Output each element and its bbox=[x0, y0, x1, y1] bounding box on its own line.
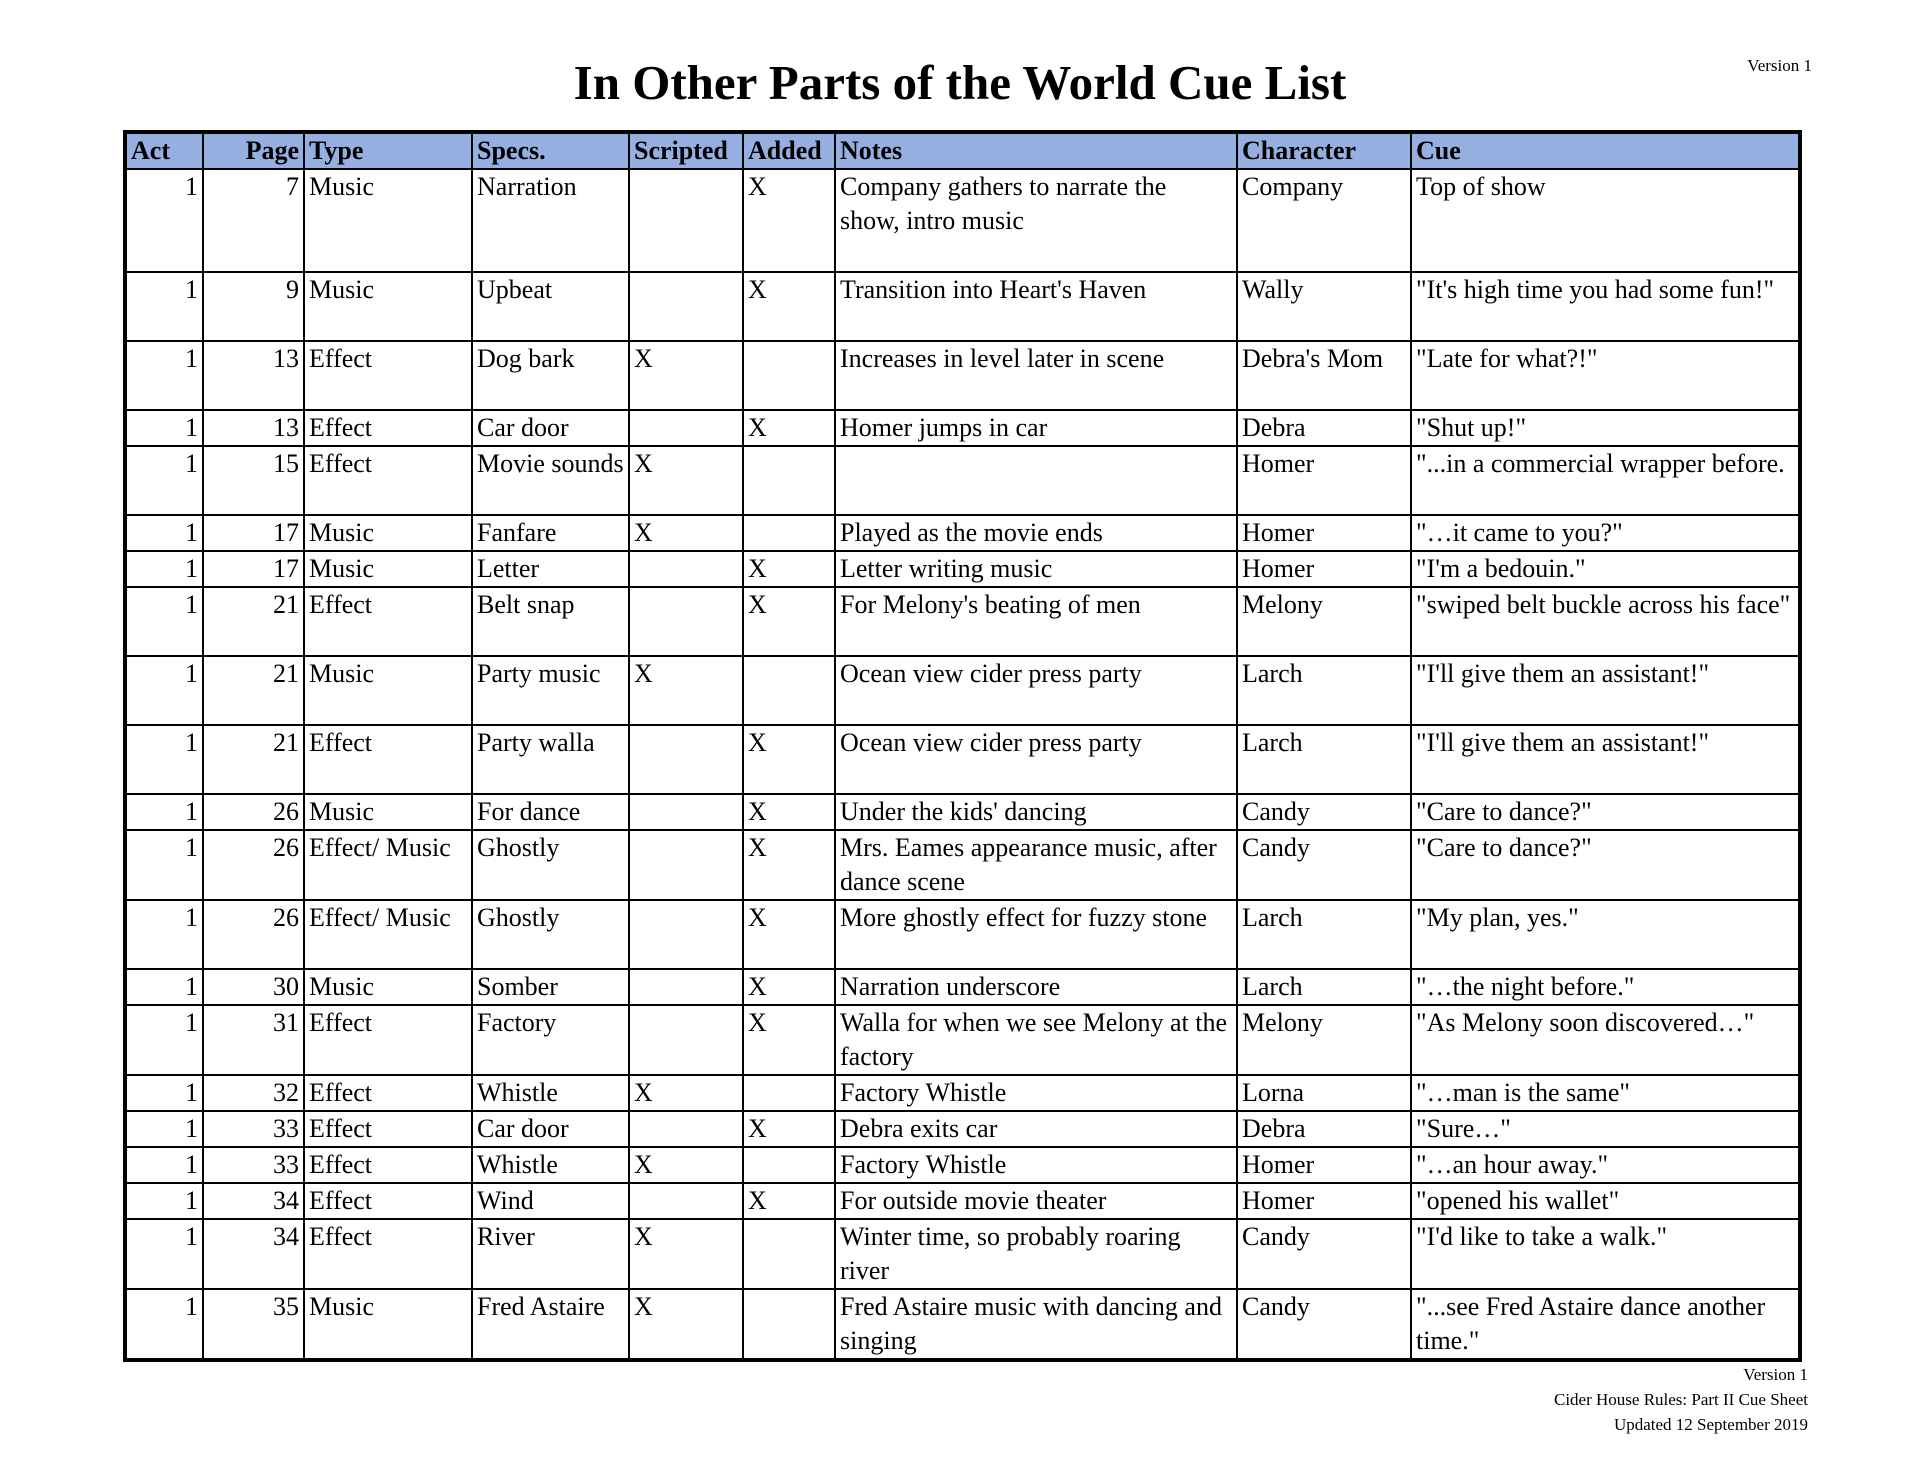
table-row bbox=[125, 794, 1800, 830]
cell-cue: "…an hour away." bbox=[1411, 1147, 1800, 1183]
cell-scripted bbox=[629, 1005, 743, 1075]
cell-specs: Wind bbox=[472, 1183, 629, 1219]
cell-scripted bbox=[629, 725, 743, 794]
cell-specs: Belt snap bbox=[472, 587, 629, 656]
cell-page: 21 bbox=[203, 587, 304, 656]
cell-scripted bbox=[629, 410, 743, 446]
cell-notes: Factory Whistle bbox=[835, 1075, 1237, 1111]
footer-updated-date: Updated 12 September 2019 bbox=[1613, 1415, 1808, 1434]
cell-cue: "…the night before." bbox=[1411, 969, 1800, 1005]
table-row bbox=[125, 1219, 1800, 1289]
footer-sheet-title: Cider House Rules: Part II Cue Sheet bbox=[1553, 1390, 1808, 1409]
cell-cue: "…it came to you?" bbox=[1411, 515, 1800, 551]
cell-added: X bbox=[743, 1111, 835, 1147]
cell-notes: Increases in level later in scene bbox=[835, 341, 1237, 410]
cell-page: 26 bbox=[203, 830, 304, 900]
cell-page: 21 bbox=[203, 656, 304, 725]
cell-page: 35 bbox=[203, 1289, 304, 1360]
cell-page: 31 bbox=[203, 1005, 304, 1075]
cell-scripted bbox=[629, 830, 743, 900]
table-row bbox=[125, 1005, 1800, 1075]
cell-scripted: X bbox=[629, 1147, 743, 1183]
cell-type: Music bbox=[304, 169, 472, 272]
cell-added bbox=[743, 656, 835, 725]
cell-added bbox=[743, 1147, 835, 1183]
cell-cue: "Care to dance?" bbox=[1411, 794, 1800, 830]
cell-type: Music bbox=[304, 656, 472, 725]
cell-cue: "Shut up!" bbox=[1411, 410, 1800, 446]
cell-notes: Mrs. Eames appearance music, after dance scene bbox=[835, 830, 1237, 900]
table-row bbox=[125, 272, 1800, 341]
cell-scripted bbox=[629, 969, 743, 1005]
cell-character: Homer bbox=[1237, 446, 1411, 515]
footer bbox=[1554, 1362, 1808, 1437]
cell-cue: Top of show bbox=[1411, 169, 1800, 272]
cell-scripted: X bbox=[629, 515, 743, 551]
cell-page: 17 bbox=[203, 551, 304, 587]
col-header-added: Added bbox=[743, 132, 835, 169]
table-row bbox=[125, 587, 1800, 656]
cell-character: Debra bbox=[1237, 1111, 1411, 1147]
cell-character: Lorna bbox=[1237, 1075, 1411, 1111]
table-row bbox=[125, 1075, 1800, 1111]
table-row bbox=[125, 1183, 1800, 1219]
cell-page: 13 bbox=[203, 410, 304, 446]
cell-page: 30 bbox=[203, 969, 304, 1005]
cell-page: 34 bbox=[203, 1219, 304, 1289]
cell-added: X bbox=[743, 969, 835, 1005]
cell-character: Candy bbox=[1237, 1289, 1411, 1360]
cell-act: 1 bbox=[125, 587, 203, 656]
cell-act: 1 bbox=[125, 1111, 203, 1147]
cell-character: Candy bbox=[1237, 794, 1411, 830]
cell-specs: For dance bbox=[472, 794, 629, 830]
cell-added bbox=[743, 1219, 835, 1289]
cell-added: X bbox=[743, 1005, 835, 1075]
cell-scripted bbox=[629, 1183, 743, 1219]
cell-cue: "...see Fred Astaire dance another time." bbox=[1411, 1289, 1800, 1360]
cell-act: 1 bbox=[125, 830, 203, 900]
cell-added: X bbox=[743, 169, 835, 272]
cell-notes: Ocean view cider press party bbox=[835, 725, 1237, 794]
table-row bbox=[125, 830, 1800, 900]
cell-page: 17 bbox=[203, 515, 304, 551]
cell-specs: Party music bbox=[472, 656, 629, 725]
cell-added bbox=[743, 1075, 835, 1111]
cell-act: 1 bbox=[125, 656, 203, 725]
table-row bbox=[125, 551, 1800, 587]
cell-notes: Letter writing music bbox=[835, 551, 1237, 587]
cell-type: Effect bbox=[304, 410, 472, 446]
table-row bbox=[125, 656, 1800, 725]
cell-cue: "Sure…" bbox=[1411, 1111, 1800, 1147]
cell-character: Company bbox=[1237, 169, 1411, 272]
cell-page: 9 bbox=[203, 272, 304, 341]
cell-cue: "As Melony soon discovered…" bbox=[1411, 1005, 1800, 1075]
cell-notes: More ghostly effect for fuzzy stone bbox=[835, 900, 1237, 969]
col-header-notes: Notes bbox=[835, 132, 1237, 169]
cell-cue: "opened his wallet" bbox=[1411, 1183, 1800, 1219]
cell-specs: Fanfare bbox=[472, 515, 629, 551]
cell-character: Melony bbox=[1237, 587, 1411, 656]
cell-character: Homer bbox=[1237, 515, 1411, 551]
cell-specs: River bbox=[472, 1219, 629, 1289]
cell-scripted bbox=[629, 1111, 743, 1147]
cell-added bbox=[743, 1289, 835, 1360]
cell-scripted bbox=[629, 169, 743, 272]
cell-type: Effect bbox=[304, 1111, 472, 1147]
table-row bbox=[125, 969, 1800, 1005]
cell-specs: Letter bbox=[472, 551, 629, 587]
cell-act: 1 bbox=[125, 725, 203, 794]
cell-added: X bbox=[743, 410, 835, 446]
cell-specs: Whistle bbox=[472, 1147, 629, 1183]
cell-type: Effect/ Music bbox=[304, 830, 472, 900]
cell-scripted: X bbox=[629, 1289, 743, 1360]
cell-cue: "Late for what?!" bbox=[1411, 341, 1800, 410]
cell-character: Melony bbox=[1237, 1005, 1411, 1075]
table-row bbox=[125, 515, 1800, 551]
cell-notes: Ocean view cider press party bbox=[835, 656, 1237, 725]
cell-notes: Homer jumps in car bbox=[835, 410, 1237, 446]
cell-type: Effect bbox=[304, 587, 472, 656]
cell-notes: Under the kids' dancing bbox=[835, 794, 1237, 830]
cell-scripted bbox=[629, 272, 743, 341]
cell-type: Effect bbox=[304, 1219, 472, 1289]
cell-page: 26 bbox=[203, 794, 304, 830]
col-header-specs: Specs. bbox=[472, 132, 629, 169]
cell-act: 1 bbox=[125, 272, 203, 341]
page-title: In Other Parts of the World Cue List bbox=[573, 55, 1347, 110]
cell-act: 1 bbox=[125, 969, 203, 1005]
cell-notes: Debra exits car bbox=[835, 1111, 1237, 1147]
cell-added: X bbox=[743, 725, 835, 794]
cell-notes: Played as the movie ends bbox=[835, 515, 1237, 551]
table-row bbox=[125, 725, 1800, 794]
cell-cue: "I'll give them an assistant!" bbox=[1411, 656, 1800, 725]
cell-scripted bbox=[629, 551, 743, 587]
cell-notes: For outside movie theater bbox=[835, 1183, 1237, 1219]
cell-page: 32 bbox=[203, 1075, 304, 1111]
cell-specs: Ghostly bbox=[472, 830, 629, 900]
cell-notes bbox=[835, 446, 1237, 515]
cell-specs: Somber bbox=[472, 969, 629, 1005]
cell-act: 1 bbox=[125, 1219, 203, 1289]
col-header-act: Act bbox=[125, 132, 203, 169]
cell-notes: Winter time, so probably roaring river bbox=[835, 1219, 1237, 1289]
cell-added: X bbox=[743, 551, 835, 587]
cell-cue: "...in a commercial wrapper before. bbox=[1411, 446, 1800, 515]
cell-notes: Transition into Heart's Haven bbox=[835, 272, 1237, 341]
cell-specs: Party walla bbox=[472, 725, 629, 794]
cell-scripted: X bbox=[629, 656, 743, 725]
cell-page: 33 bbox=[203, 1111, 304, 1147]
cell-act: 1 bbox=[125, 410, 203, 446]
cell-added bbox=[743, 341, 835, 410]
cell-cue: "swiped belt buckle across his face" bbox=[1411, 587, 1800, 656]
cell-notes: Narration underscore bbox=[835, 969, 1237, 1005]
cell-notes: Walla for when we see Melony at the factory bbox=[835, 1005, 1237, 1075]
cell-type: Effect bbox=[304, 1183, 472, 1219]
col-header-page: Page bbox=[203, 132, 304, 169]
col-header-cue: Cue bbox=[1411, 132, 1800, 169]
cell-scripted: X bbox=[629, 1075, 743, 1111]
cell-notes: Fred Astaire music with dancing and singing bbox=[835, 1289, 1237, 1360]
cell-cue: "I'd like to take a walk." bbox=[1411, 1219, 1800, 1289]
cell-specs: Narration bbox=[472, 169, 629, 272]
cell-type: Music bbox=[304, 551, 472, 587]
cell-specs: Dog bark bbox=[472, 341, 629, 410]
cell-character: Candy bbox=[1237, 830, 1411, 900]
cell-scripted bbox=[629, 587, 743, 656]
cell-notes: Factory Whistle bbox=[835, 1147, 1237, 1183]
cell-cue: "I'm a bedouin." bbox=[1411, 551, 1800, 587]
cell-added: X bbox=[743, 830, 835, 900]
cell-act: 1 bbox=[125, 1005, 203, 1075]
cell-act: 1 bbox=[125, 551, 203, 587]
cell-specs: Factory bbox=[472, 1005, 629, 1075]
version-label-top: Version 1 bbox=[1747, 56, 1812, 75]
cell-specs: Ghostly bbox=[472, 900, 629, 969]
cell-added: X bbox=[743, 900, 835, 969]
cell-character: Debra bbox=[1237, 410, 1411, 446]
cell-act: 1 bbox=[125, 1289, 203, 1360]
cell-added: X bbox=[743, 1183, 835, 1219]
cell-type: Music bbox=[304, 969, 472, 1005]
table-row bbox=[125, 341, 1800, 410]
cell-added: X bbox=[743, 272, 835, 341]
cell-scripted bbox=[629, 900, 743, 969]
cell-added: X bbox=[743, 794, 835, 830]
cell-specs: Movie sounds bbox=[472, 446, 629, 515]
cell-type: Effect bbox=[304, 1147, 472, 1183]
cell-type: Effect bbox=[304, 725, 472, 794]
cell-notes: For Melony's beating of men bbox=[835, 587, 1237, 656]
cell-character: Debra's Mom bbox=[1237, 341, 1411, 410]
cell-scripted: X bbox=[629, 1219, 743, 1289]
table-row bbox=[125, 1289, 1800, 1360]
table-row bbox=[125, 1147, 1800, 1183]
cell-scripted: X bbox=[629, 341, 743, 410]
cell-specs: Whistle bbox=[472, 1075, 629, 1111]
cell-cue: "I'll give them an assistant!" bbox=[1411, 725, 1800, 794]
cell-character: Homer bbox=[1237, 551, 1411, 587]
cell-character: Larch bbox=[1237, 656, 1411, 725]
cell-character: Larch bbox=[1237, 900, 1411, 969]
cell-act: 1 bbox=[125, 794, 203, 830]
cell-type: Effect bbox=[304, 1005, 472, 1075]
cell-type: Effect bbox=[304, 446, 472, 515]
cell-character: Larch bbox=[1237, 969, 1411, 1005]
cell-page: 33 bbox=[203, 1147, 304, 1183]
cell-type: Effect bbox=[304, 1075, 472, 1111]
cell-act: 1 bbox=[125, 515, 203, 551]
cell-page: 15 bbox=[203, 446, 304, 515]
table-row bbox=[125, 446, 1800, 515]
cell-cue: "Care to dance?" bbox=[1411, 830, 1800, 900]
cell-act: 1 bbox=[125, 1147, 203, 1183]
col-header-scripted: Scripted bbox=[629, 132, 743, 169]
cell-act: 1 bbox=[125, 1075, 203, 1111]
cell-scripted: X bbox=[629, 446, 743, 515]
cell-specs: Fred Astaire bbox=[472, 1289, 629, 1360]
cell-type: Music bbox=[304, 272, 472, 341]
cell-character: Candy bbox=[1237, 1219, 1411, 1289]
table-row bbox=[125, 169, 1800, 272]
cell-type: Music bbox=[304, 1289, 472, 1360]
cell-cue: "My plan, yes." bbox=[1411, 900, 1800, 969]
cell-page: 26 bbox=[203, 900, 304, 969]
cell-character: Wally bbox=[1237, 272, 1411, 341]
cell-act: 1 bbox=[125, 900, 203, 969]
cell-act: 1 bbox=[125, 341, 203, 410]
cell-added bbox=[743, 446, 835, 515]
cell-character: Larch bbox=[1237, 725, 1411, 794]
cell-page: 21 bbox=[203, 725, 304, 794]
cell-type: Music bbox=[304, 515, 472, 551]
cell-act: 1 bbox=[125, 1183, 203, 1219]
cell-character: Homer bbox=[1237, 1183, 1411, 1219]
header-row bbox=[125, 132, 1800, 169]
cell-specs: Car door bbox=[472, 410, 629, 446]
footer-version: Version 1 bbox=[1743, 1365, 1808, 1384]
cell-scripted bbox=[629, 794, 743, 830]
cell-type: Effect/ Music bbox=[304, 900, 472, 969]
col-header-type: Type bbox=[304, 132, 472, 169]
cell-page: 7 bbox=[203, 169, 304, 272]
cell-specs: Upbeat bbox=[472, 272, 629, 341]
col-header-character: Character bbox=[1237, 132, 1411, 169]
table-row bbox=[125, 410, 1800, 446]
cell-cue: "It's high time you had some fun!" bbox=[1411, 272, 1800, 341]
table-row bbox=[125, 1111, 1800, 1147]
cue-table bbox=[123, 130, 1802, 1362]
cell-page: 34 bbox=[203, 1183, 304, 1219]
cell-character: Homer bbox=[1237, 1147, 1411, 1183]
cell-page: 13 bbox=[203, 341, 304, 410]
cell-added bbox=[743, 515, 835, 551]
cell-act: 1 bbox=[125, 446, 203, 515]
cell-act: 1 bbox=[125, 169, 203, 272]
cell-added: X bbox=[743, 587, 835, 656]
cell-specs: Car door bbox=[472, 1111, 629, 1147]
table-row bbox=[125, 900, 1800, 969]
cell-type: Music bbox=[304, 794, 472, 830]
cell-type: Effect bbox=[304, 341, 472, 410]
cell-notes: Company gathers to narrate the show, intro music bbox=[835, 169, 1237, 272]
cell-cue: "…man is the same" bbox=[1411, 1075, 1800, 1111]
